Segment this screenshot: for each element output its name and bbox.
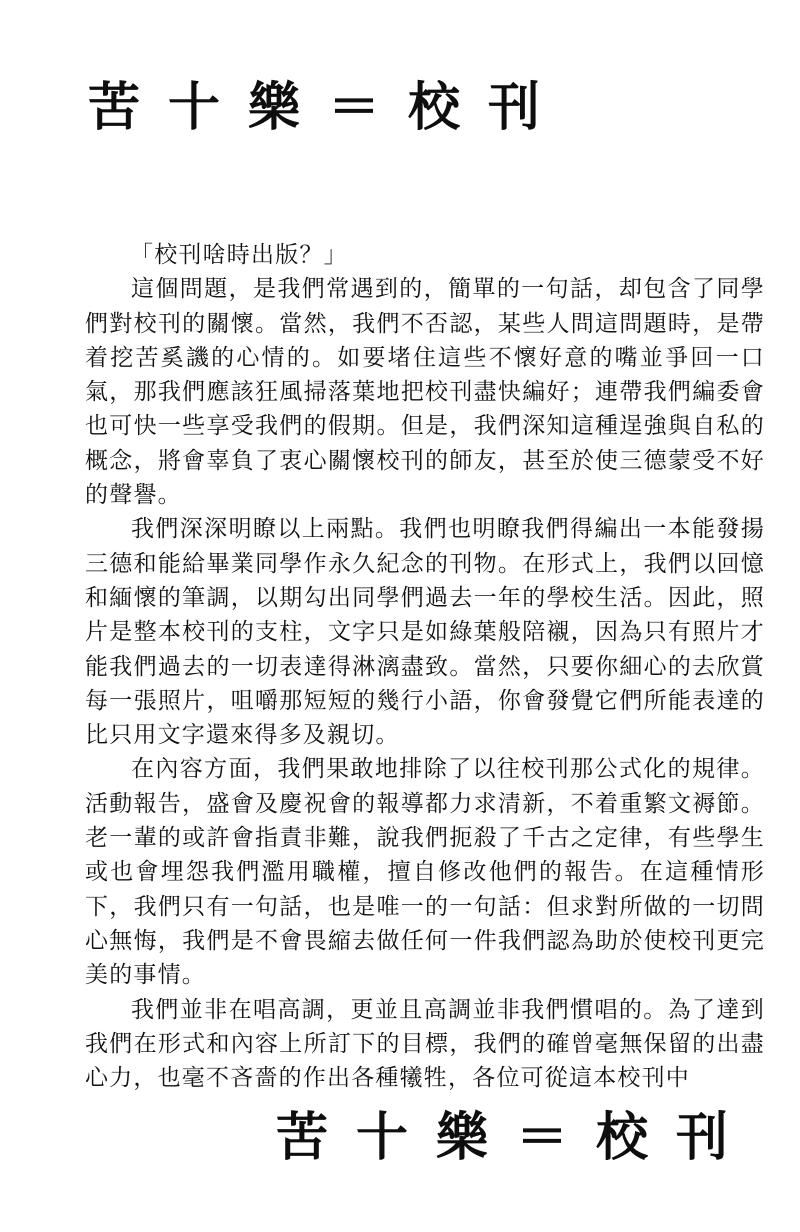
paragraph-2: 我們深深明瞭以上兩點。我們也明瞭我們得編出一本能發揚三德和能給畢業同學作永久紀念的刊物。在形式上，我們以回憶和緬懷的筆調，以期勾出同學們過去一年的學校生活。因此，照片是整本校刊的支柱，文字只是如綠葉般陪襯，因為只有照片才能我們過去的一切表達得淋漓盡致。當然，只要你細心的去欣賞每一張照片，咀嚼那短短的幾行小語，你會發覺它們所能表達的比只用文字還來得多及親切。	[85, 516, 765, 749]
article-body	[85, 238, 765, 1095]
page-heading: 苦十樂＝校刊	[88, 78, 569, 138]
paragraph-3: 在內容方面，我們果敢地排除了以往校刊那公式化的規律。活動報告，盛會及慶祝會的報導都力求清新，不着重繁文褥節。老一輩的或許會指責非難，說我們扼殺了千古之定律，有些學生或也會埋怨我們濫用職權，擅自修改他們的報告。在這種情形下，我們只有一句話，也是唯一的一句話：但求對所做的一切問心無悔，我們是不會畏縮去做任何一件我們認為助於使校刊更完美的事情。	[85, 756, 765, 989]
footer-heading: 苦十樂＝校刊	[276, 1108, 757, 1168]
paragraph-4: 我們並非在唱高調，更並且高調並非我們慣唱的。為了達到我們在形式和內容上所訂下的目標，我們的確曾毫無保留的出盡心力，也毫不吝嗇的作出各種犧牲，各位可從這本校刊中	[85, 996, 765, 1092]
paragraph-1: 這個問題，是我們常遇到的，簡單的一句話，却包含了同學們對校刊的關懷。當然，我們不否認，某些人問這問題時，是帶着挖苦奚譏的心情的。如要堵住這些不懷好意的嘴並爭回一口氣，那我們應該狂風掃落葉地把校刊盡快編好；連帶我們編委會也可快一些享受我們的假期。但是，我們深知這種逞強與自私的概念，將會辜負了衷心關懷校刊的師友，甚至於使三德蒙受不好的聲譽。	[85, 276, 765, 509]
opening-quote: 「校刊啥時出版？」	[130, 242, 348, 268]
